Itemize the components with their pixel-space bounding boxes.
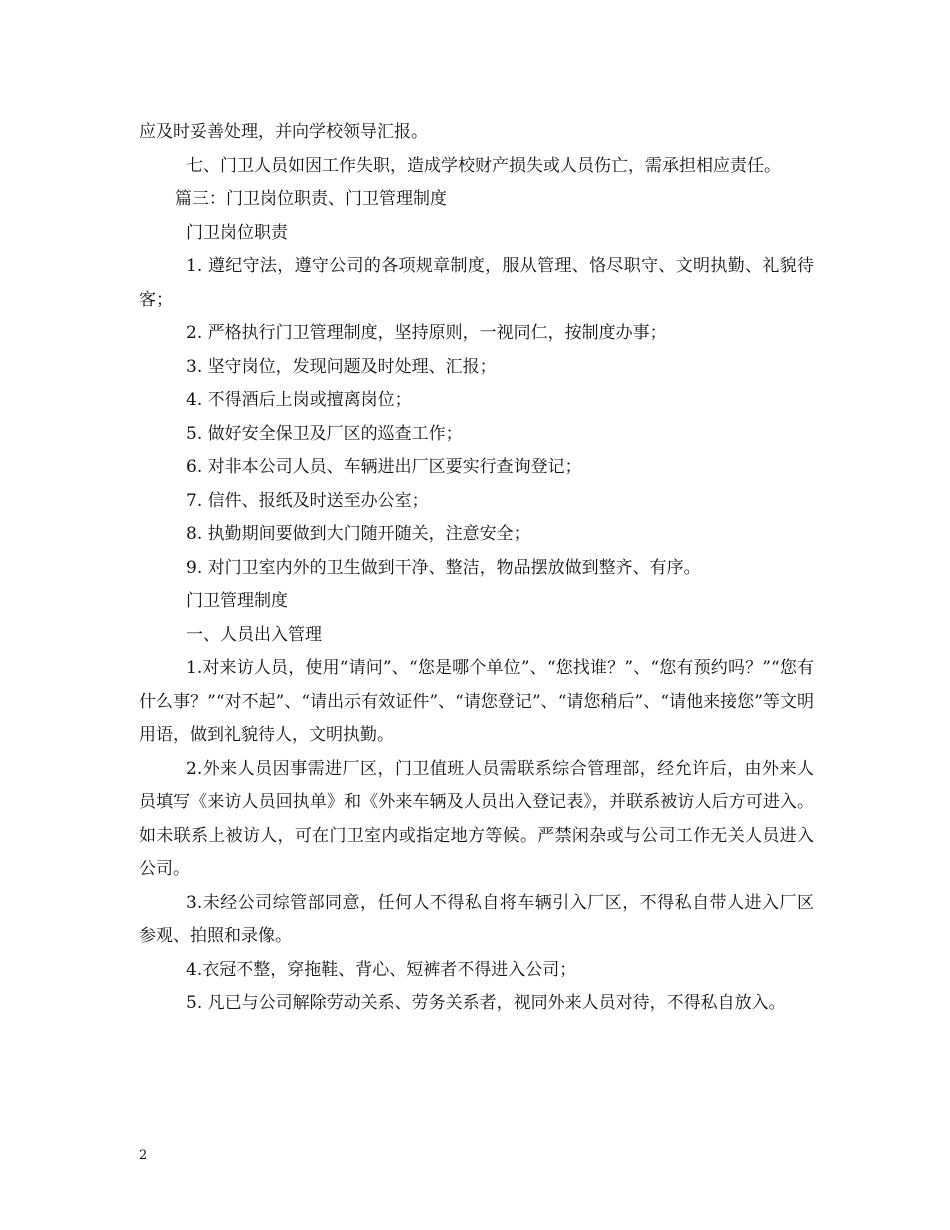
- list-item: 1.对来访人员，使用“请问”、“您是哪个单位”、“您找谁？”、“您有预约吗？”“您有什么事？”“对不起”、“请出示有效证件”、“请您登记”、“请您稍后”、“请他来接您”等文明用语，做到礼貌待人，文明执勤。: [139, 658, 814, 745]
- list-item: 2.外来人员因事需进厂区，门卫值班人员需联系综合管理部，经允许后，由外来人员填写《来访人员回执单》和《外来车辆及人员出入登记表》，并联系被访人后方可进入。如未联系上被访人，可在门卫室内或指定地方等候。严禁闲杂或与公司工作无关人员进入公司。: [139, 758, 814, 879]
- list-item: 6. 对非本公司人员、车辆进出厂区要实行查询登记；: [186, 457, 582, 477]
- list-item: 4. 不得酒后上岗或擅离岗位；: [186, 390, 412, 410]
- list-item: 4.衣冠不整，穿拖鞋、背心、短裤者不得进入公司；: [186, 959, 577, 980]
- list-item: 5. 做好安全保卫及厂区的巡查工作；: [186, 423, 463, 444]
- list-item: 8. 执勤期间要做到大门随开随关，注意安全；: [186, 524, 531, 544]
- list-item: 7. 信件、报纸及时送至办公室；: [186, 490, 429, 511]
- list-item: 3. 坚守岗位，发现问题及时处理、汇报；: [186, 356, 497, 377]
- paragraph: 应及时妥善处理，并向学校领导汇报。: [139, 122, 428, 142]
- list-item: 5. 凡已与公司解除劳动关系、劳务关系者，视同外来人员对待，不得私自放入。: [186, 993, 786, 1013]
- section-heading: 篇三：门卫岗位职责、门卫管理制度: [175, 189, 447, 209]
- document-body: [139, 116, 814, 1021]
- subsection-heading: 门卫岗位职责: [186, 222, 288, 243]
- list-item: 1. 遵纪守法，遵守公司的各项规章制度，服从管理、恪尽职守、文明执勤、礼貌待客；: [139, 256, 814, 310]
- page-number: 2: [139, 1148, 148, 1163]
- list-item: 2. 严格执行门卫管理制度，坚持原则，一视同仁，按制度办事；: [186, 323, 667, 343]
- subsection-heading: 门卫管理制度: [186, 591, 288, 611]
- subsection-heading: 一、人员出入管理: [186, 624, 322, 645]
- list-item: 3.未经公司综管部同意，任何人不得私自将车辆引入厂区，不得私自带人进入厂区参观、拍照和录像。: [139, 892, 814, 946]
- list-item: 9. 对门卫室内外的卫生做到干净、整洁，物品摆放做到整齐、有序。: [186, 557, 701, 578]
- paragraph: 七、门卫人员如因工作失职，造成学校财产损失或人员伤亡，需承担相应责任。: [186, 155, 781, 176]
